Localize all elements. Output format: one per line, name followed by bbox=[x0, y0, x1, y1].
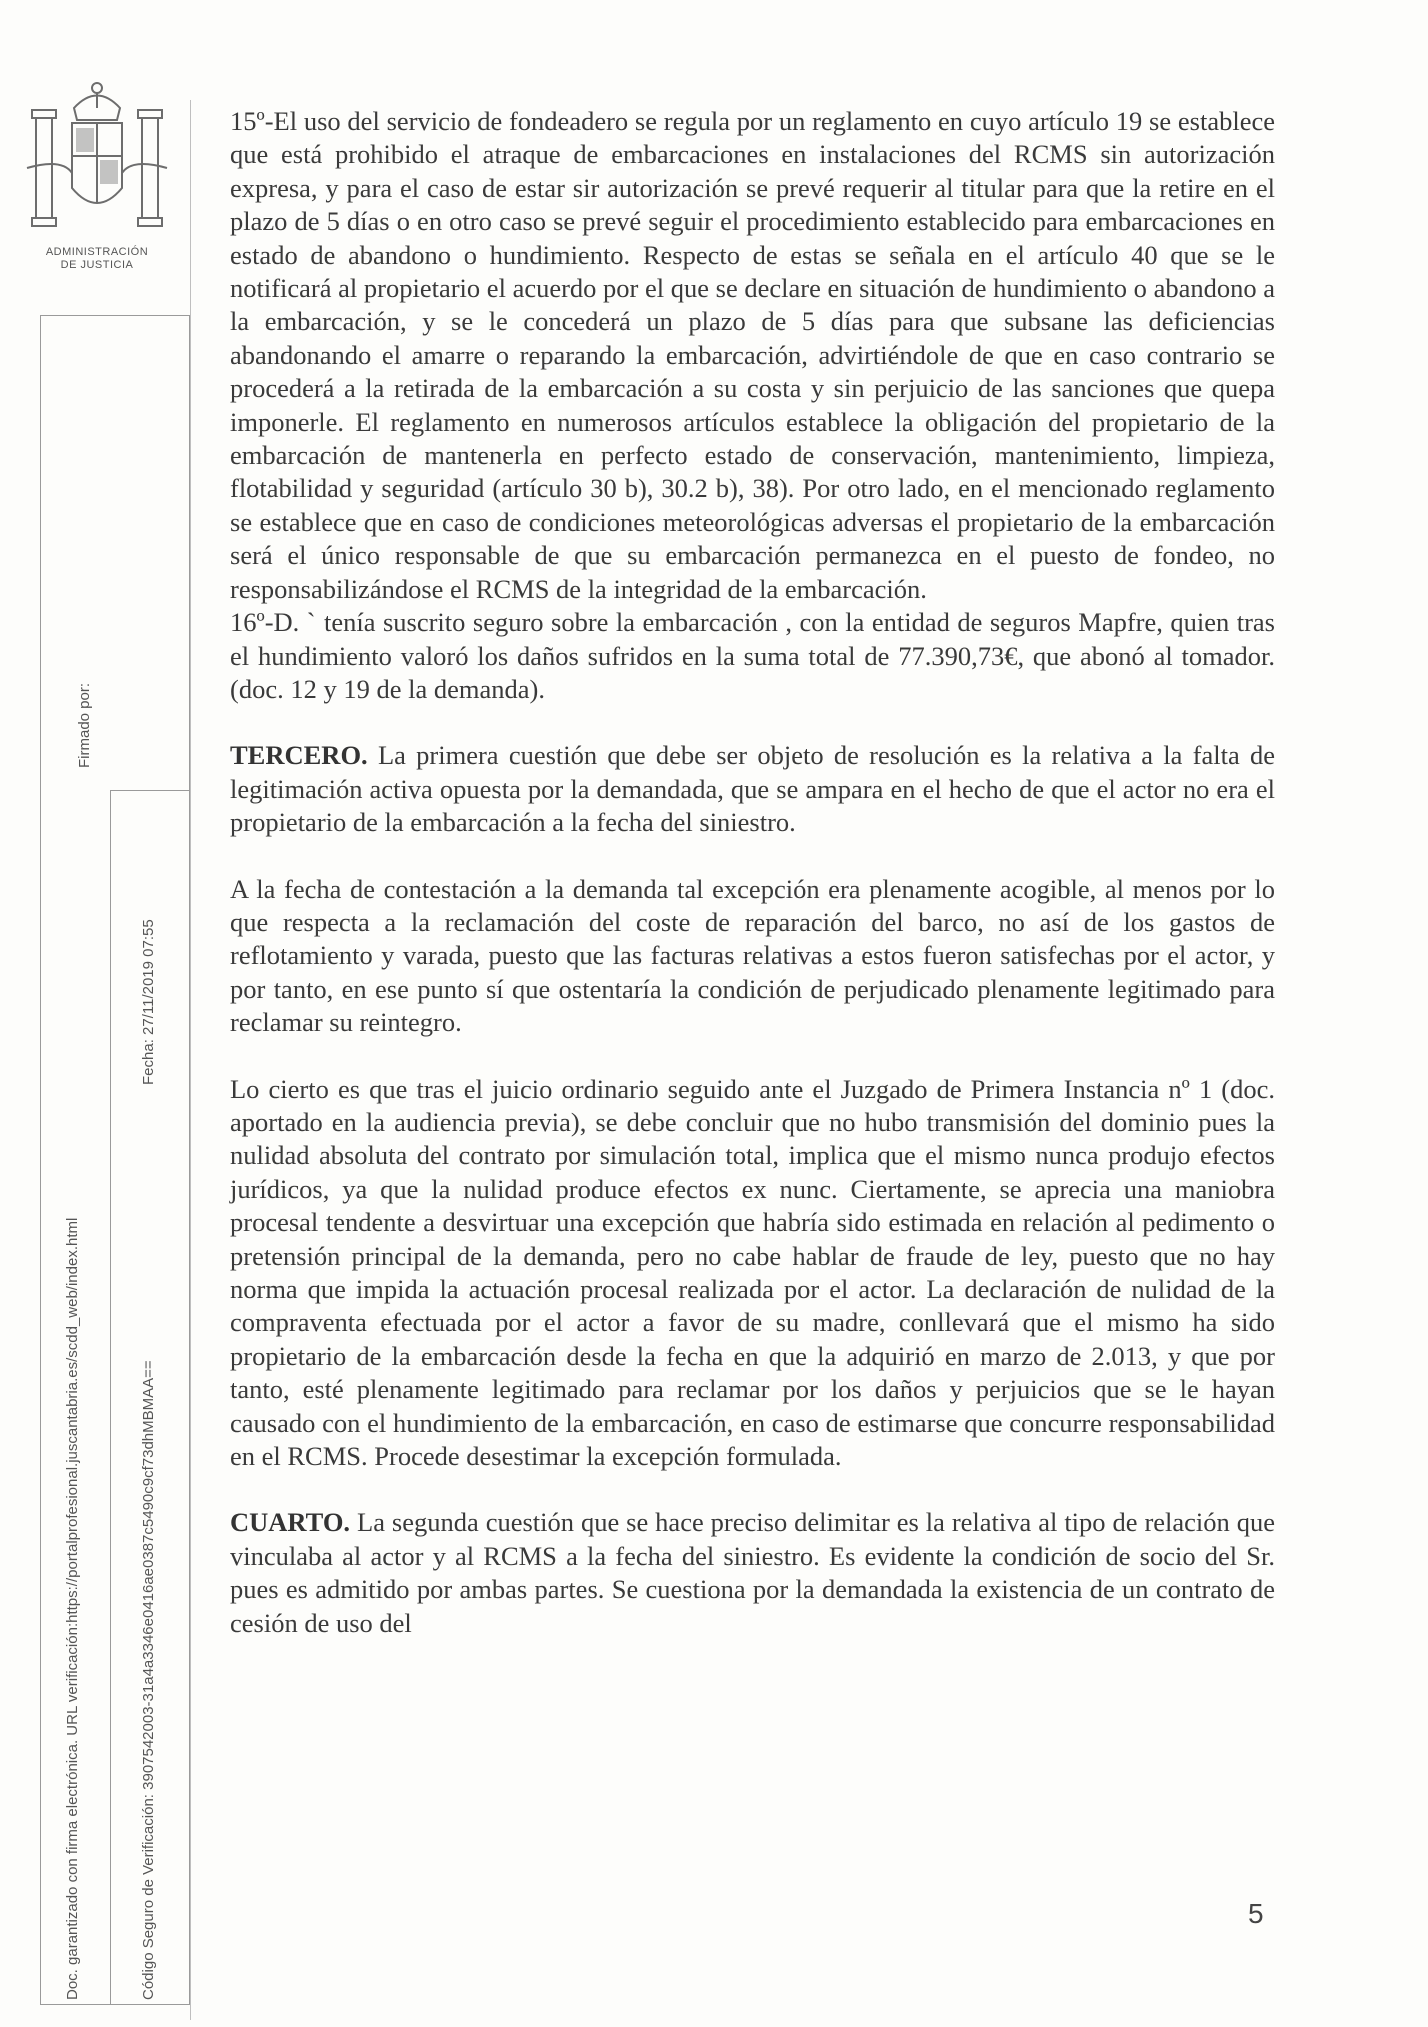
coat-of-arms-icon bbox=[22, 78, 172, 238]
paragraph-cuarto bbox=[230, 1506, 1275, 1640]
margin-line bbox=[190, 100, 191, 2020]
cuarto-text: La segunda cuestión que se hace preciso delimitar es la relativa al tipo de relación que vinculaba al actor y al RCMS a la fecha del siniestro. Es evidente la condición de socio del Sr. pues es admitido por ambas partes. Se cuestiona por la demandada la existencia de un contrato de cesión de uso del bbox=[230, 1507, 1275, 1638]
paragraph-15: 15º-El uso del servicio de fondeadero se regula por un reglamento en cuyo artículo 19 se establece que está prohibido el atraque de embarcaciones en instalaciones del RCMS sin autorización expresa, y para el caso de estar sir autorización se prevé requerir al titular para que la retire en el plazo de 5 días o en otro caso se prevé seguir el procedimiento establecido para embarcaciones en estado de abandono o hundimiento. Respecto de estas se señala en el artículo 40 que se le notificará al propietario el acuerdo por el que se declare en situación de hundimiento o abandono a la embarcación, y se le concederá un plazo de 5 días para que subsane las deficiencias abandonando el amarre o reparando la embarcación, advirtiéndole de que en caso contrario se procederá a la retirada de la embarcación a su costa y sin perjuicio de las sanciones que quepa imponerle. El reglamento en numerosos artículos establece la obligación del propietario de la embarcación de mantenerla en perfecto estado de conservación, mantenimiento, limpieza, flotabilidad y seguridad (artículo 30 b), 30.2 b), 38). Por otro lado, en el mencionado reglamento se establece que en caso de condiciones meteorológicas adversas el propietario de la embarcación será el único responsable de que su embarcación permanezca en el puesto de fondeo, no responsabilizándose el RCMS de la integridad de la embarcación. bbox=[230, 106, 1275, 604]
heading-cuarto: CUARTO. bbox=[230, 1507, 351, 1538]
verification-box bbox=[40, 315, 190, 2005]
verification-box-hdivider bbox=[110, 790, 190, 791]
heading-tercero: TERCERO. bbox=[230, 740, 368, 771]
admin-line-2: DE JUSTICIA bbox=[60, 259, 134, 271]
paragraph-tercero bbox=[230, 739, 1275, 839]
admin-justicia-label bbox=[22, 246, 172, 272]
paragraph-lo-cierto: Lo cierto es que tras el juicio ordinario seguido ante el Juzgado de Primera Instancia nº 1 (doc. aportado en la audiencia previa), se debe concluir que no hubo transmisión del dominio pues la nulidad absoluta del contrato por simulación total, implica que el mismo nunca produjo efectos jurídicos, ya que la nulidad produce efectos ex nunc. Ciertamente, se aprecia una maniobra procesal tendente a desvirtuar una excepción que habría sido estimada en relación al pedimento o pretensión principal de la demanda, pero no cabe hablar de fraude de ley, puesto que no hay norma que impida la actuación procesal realizada por el actor. La declaración de nulidad de la compraventa efectuada por el actor a favor de su madre, conllevará que el mismo ha sido propietario de la embarcación desde la fecha en que la adquirió en marzo de 2.013, y que por tanto, esté plenamente legitimado para reclamar por los daños y perjuicios que se le hayan causado con el hundimiento de la embarcación, en caso de estimarse que concurre responsabilidad en el RCMS. Procede desestimar la excepción formulada. bbox=[230, 1073, 1275, 1472]
tercero-text: La primera cuestión que debe ser objeto de resolución es la relativa a la falta de legitimación activa opuesta por la demandada, que se ampara en el hecho de que el actor no era el propietario de la embarcación a la fecha del siniestro. bbox=[230, 740, 1275, 838]
document-body bbox=[230, 105, 1275, 1640]
admin-line-1: ADMINISTRACIÓN bbox=[45, 246, 149, 258]
paragraph-16: 16º-D. ˋ tenía suscrito seguro sobre la embarcación , con la entidad de seguros Mapfre, quien tras el hundimiento valoró los daños sufridos en la suma total de 77.390,73€, que abonó al tomador. (doc. 12 y 19 de la demanda). bbox=[230, 607, 1275, 704]
secure-code-text: Código Seguro de Verificación: 3907542003-31a4a3346e0416ae0387c5490c9cf73dhMBMAA== bbox=[140, 1360, 157, 2000]
paragraph-fecha-contestacion: A la fecha de contestación a la demanda tal excepción era plenamente acogible, al menos por lo que respecta a la reclamación del coste de reparación del barco, no así de los gastos de reflotamiento y varada, puesto que las facturas relativas a estos fueron satisfechas por el actor, y por tanto, en ese punto sí que ostentaría la condición de perjudicado plenamente legitimado para reclamar su reintegro. bbox=[230, 873, 1275, 1038]
page-number: 5 bbox=[1248, 1898, 1264, 1929]
verification-url-text: Doc. garantizado con firma electrónica. URL verificación:https://portalprofesional.juscantabria.es/scdd_web/index.html bbox=[64, 1217, 81, 2000]
verification-box-divider bbox=[110, 790, 111, 2005]
fecha-label: Fecha: 27/11/2019 07:55 bbox=[140, 919, 157, 1085]
firmado-por-label: Firmado por: bbox=[76, 682, 93, 768]
